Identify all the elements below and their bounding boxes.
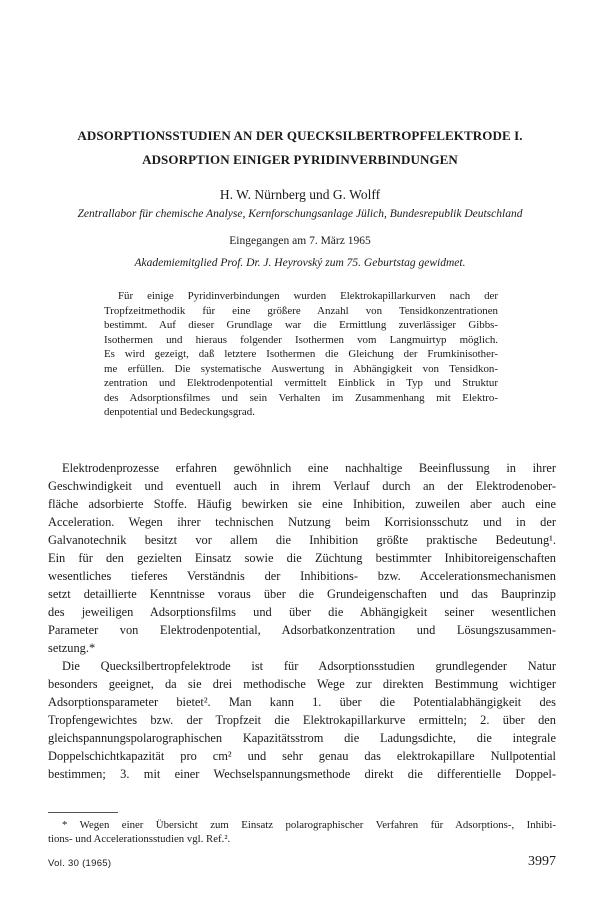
body-line: besonders geeignet, da sie drei methodische Wege zur direkten Bestimmung wichtiger [48,677,556,691]
abstract-line: zentration und Elektrodenpotential vermittelt Einblick in Typ und Struktur [104,377,498,389]
body-line: Doppelschichtkapazität pro cm² und sehr genau das elektrokapillare Nullpotential [48,749,556,763]
abstract-line: Für einige Pyridinverbindungen wurden Elektrokapillarkurven nach der [118,290,498,302]
journal-volume: Vol. 30 (1965) [48,858,112,869]
abstract-line: bestimmt. Auf dieser Grundlage war die Ermittlung zuverlässiger Gibbs- [104,319,498,331]
footnote-line: tions- und Accelerationsstudien vgl. Ref.². [48,833,231,845]
body-line: wesentliches tieferes Verständnis der Inhibitions- bzw. Accelerationsmechanismen [48,569,556,583]
body-line: Geschwindigkeit und eventuell auch in ihrem Verlauf durch an der Elektrodenober- [48,479,556,493]
body-text [48,459,556,783]
dedication: Akademiemitglied Prof. Dr. J. Heyrovský zum 75. Geburtstag gewidmet. [134,257,466,269]
body-line: fläche adsorbierte Stoffe. Häufig bewirken sie eine Inhibition, zuweilen aber auch eine [48,497,556,511]
abstract-line: denpotential und Bedeckungsgrad. [104,406,255,418]
body-line: setzt detaillierte Kenntnisse voraus über die Grundeigenschaften und das Bauprinzip [48,587,556,601]
page-number: 3997 [528,854,556,869]
footnote [48,818,556,846]
body-line: Tropfengewichtes bzw. der Tropfzeit die Elektrokapillarkurve ermitteln; 2. über den [48,713,556,727]
title-line-2: ADSORPTION EINIGER PYRIDINVERBINDUNGEN [142,152,458,167]
body-line: Acceleration. Wegen ihrer technischen Nutzung beim Korrisionsschutz und in der [48,515,556,529]
body-line: Die Quecksilbertropfelektrode ist für Adsorptionsstudien grundlegender Natur [62,659,556,673]
abstract-line: Isothermen und hieraus folgender Isothermen vom Langmuirtyp möglich. [104,333,498,346]
received-date: Eingegangen am 7. März 1965 [229,235,371,247]
body-line: des jeweiligen Adsorptionsfilms und über die Abhängigkeit seiner wesentlichen [48,605,556,619]
body-line: Galvanotechnik besitzt vor allem die Inhibition größte praktische Bedeutung¹. [48,533,556,547]
abstract-line: Tropfzeitmethodik für eine größere Anzahl von Tensidkonzentrationen [104,304,498,317]
body-line: setzung.* [48,641,96,655]
body-line: gleichspannungspolarographischen Kapazitätsstrom die Ladungsdichte, die integrale [48,731,556,745]
body-line: Adsorptionsparameter bietet². Man kann 1. über die Potentialabhängigkeit des [48,695,556,709]
abstract-line: me erfüllen. Die systematische Auswertung in Abhängigkeit von Tensidkon- [104,362,498,375]
affiliation: Zentrallabor für chemische Analyse, Kernforschungsanlage Jülich, Bundesrepublik Deutschland [77,208,523,220]
body-line: Parameter von Elektrodenpotential, Adsorbatkonzentration und Lösungszusammen- [48,623,556,637]
footnote-line: * Wegen einer Übersicht zum Einsatz polarographischer Verfahren für Adsorptions-, Inhibi- [62,819,556,831]
body-line: Ein für den gezielten Einsatz sowie die Züchtung bestimmter Inhibitoreigenschaften [48,551,556,565]
abstract-line: des Adsorptionsfilmes und sein Verhalten im Zusammenhang mit Elektro- [104,391,498,404]
abstract [104,289,498,420]
body-line: bestimmen; 3. mit einer Wechselspannungsmethode direkt die differentielle Doppel- [48,767,556,781]
footnote-rule [48,812,118,813]
title-line-1: ADSORPTIONSSTUDIEN AN DER QUECKSILBERTROPFELEKTRODE I. [77,128,523,143]
body-line: Elektrodenprozesse erfahren gewöhnlich eine nachhaltige Beeinflussung in ihrer [62,461,556,475]
abstract-line: Es wird gezeigt, daß letztere Isothermen die Gleichung der Frumkinisother- [104,348,498,360]
authors: H. W. Nürnberg und G. Wolff [219,187,381,202]
